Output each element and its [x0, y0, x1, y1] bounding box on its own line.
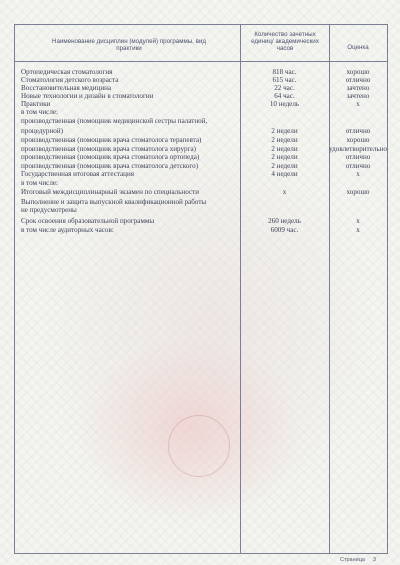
grade-cell: хорошо: [346, 67, 370, 76]
hours-cell: 22 час.: [274, 83, 295, 92]
grade-cell: х: [356, 216, 360, 225]
discipline-cell: производственная (помощник врача стоматолога хирурга): [21, 144, 197, 153]
header-discipline: Наименование дисциплин (модулей) программы, вид практики: [52, 38, 206, 53]
discipline-cell: Ортопедическая стоматология: [21, 67, 113, 76]
discipline-cell: производственная (помощник врача стоматолога терапевта): [21, 136, 202, 144]
grade-cell: отлично: [345, 153, 371, 161]
page-number: 3: [373, 557, 377, 563]
discipline-cell: производственная (помощник медицинской сестры палатной,: [21, 117, 208, 125]
table-row: [15, 136, 387, 145]
discipline-cell: Новые технологии и дизайн в стоматологии: [21, 91, 154, 100]
grade-cell: отлично: [345, 127, 371, 135]
table-row: [15, 170, 387, 179]
discipline-cell: Срок освоения образовательной программы: [21, 216, 155, 225]
hours-cell: 2 недели: [271, 144, 298, 153]
discipline-cell: производственная (помощник врача стоматолога ортопеда): [21, 153, 200, 161]
hours-cell: 2 недели: [271, 127, 298, 135]
page-label: Страница: [340, 557, 365, 563]
table-row: [15, 179, 387, 188]
grade-cell: х: [356, 225, 360, 234]
table-row: [15, 153, 387, 162]
grade-cell: удовлетворительно: [329, 144, 387, 153]
table-row: [15, 100, 387, 109]
table-row: [15, 188, 387, 197]
table-row: [15, 127, 387, 136]
grade-cell: отлично: [345, 161, 371, 170]
discipline-cell: в том числе:: [21, 108, 58, 116]
discipline-cell: не предусмотрены: [21, 206, 77, 214]
table-row: [15, 145, 387, 154]
faint-stamp: [168, 415, 230, 477]
hours-cell: 10 недель: [269, 99, 300, 108]
discipline-cell: Государственная итоговая аттестация: [21, 170, 135, 178]
grade-cell: хорошо: [346, 188, 370, 196]
grade-cell: хорошо: [346, 136, 370, 144]
discipline-cell: процедурной): [21, 127, 63, 135]
discipline-cell: Практики: [21, 99, 51, 108]
discipline-cell: в том числе:: [21, 178, 58, 187]
hours-cell: х: [282, 188, 287, 196]
grade-cell: зачтено: [346, 91, 370, 100]
discipline-cell: Итоговый междисциплинарный экзамен по специальности: [21, 188, 199, 196]
hours-cell: 6009 час.: [270, 225, 299, 234]
table-row: [15, 117, 387, 126]
hours-cell: 615 час.: [272, 75, 297, 84]
header-divider: [15, 61, 387, 62]
discipline-cell: производственная (помощник врача стоматолога детского): [21, 161, 199, 170]
hours-cell: 2 недели: [271, 136, 298, 144]
grade-cell: х: [356, 170, 360, 178]
discipline-cell: Стоматология детского возраста: [21, 75, 119, 84]
grade-cell: отлично: [345, 75, 371, 84]
table-row: [15, 108, 387, 117]
table-row: [15, 206, 387, 215]
header-grade: Оценка: [347, 44, 369, 51]
hours-cell: 818 час.: [272, 67, 297, 76]
table-row: [15, 162, 387, 171]
discipline-cell: Выполнение и защита выпускной квалификационной работы: [21, 197, 207, 206]
grade-cell: х: [356, 99, 360, 108]
hours-cell: 260 недель: [268, 216, 301, 225]
table-row: [15, 226, 387, 235]
hours-cell: 2 недели: [271, 161, 298, 170]
header-hours: Количество зачетных единиц/ академических часов: [251, 31, 319, 53]
discipline-cell: в том числе аудиторных часов:: [21, 225, 114, 234]
discipline-cell: Восстановительная медицина: [21, 83, 112, 92]
table-row: [15, 198, 387, 207]
hours-cell: 2 недели: [271, 153, 298, 161]
grade-cell: зачтено: [346, 83, 370, 92]
hours-cell: 4 недели: [271, 170, 298, 178]
hours-cell: 64 час.: [274, 91, 295, 100]
table-row: [15, 217, 387, 226]
